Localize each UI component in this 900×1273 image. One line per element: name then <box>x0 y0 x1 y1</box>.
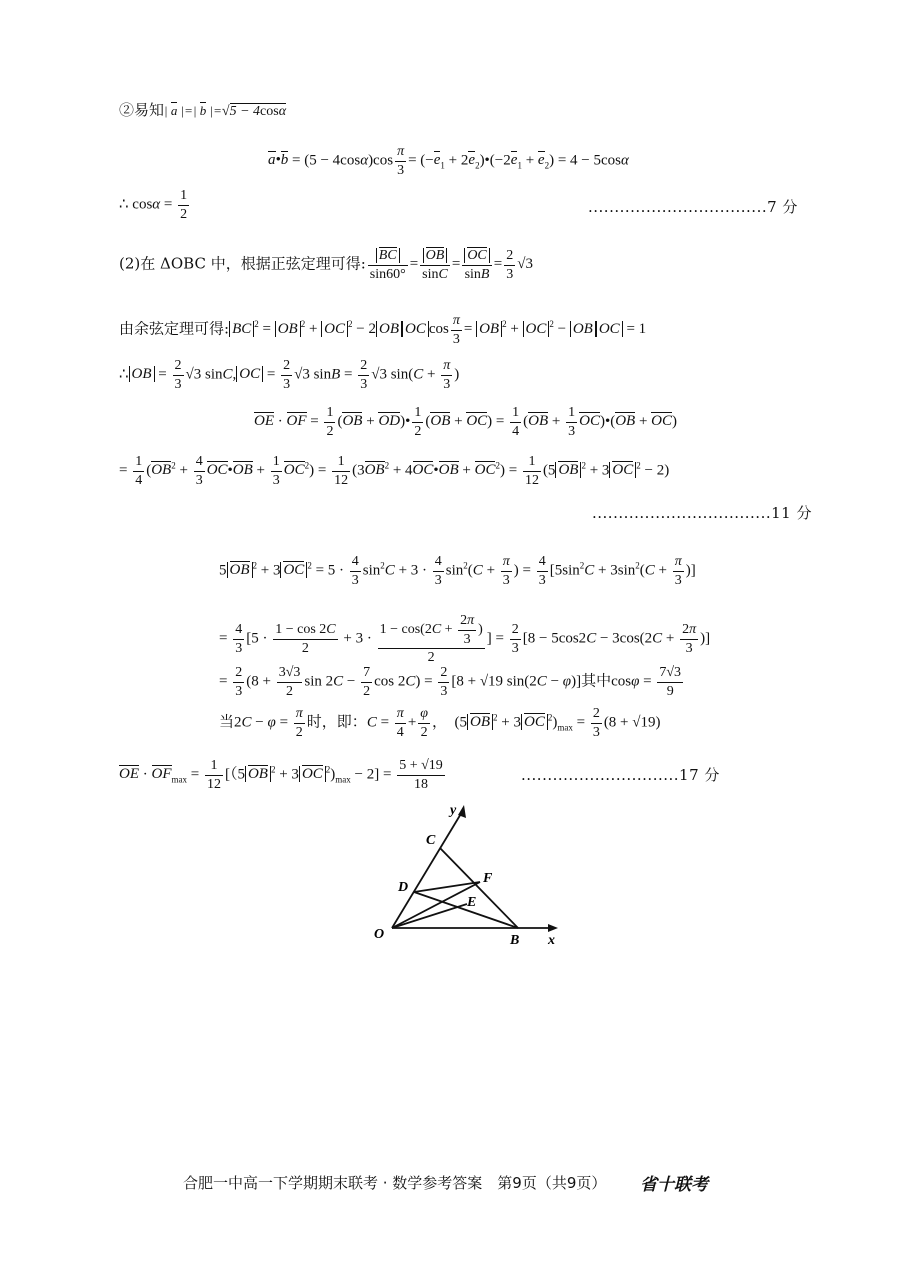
brand-mark: 省十联考 <box>640 1175 708 1195</box>
segment-cb <box>440 848 518 928</box>
line-ob-oc: ∴ OB = $\frac{2}{3}$ √3 sinC, OC = $\frac{2}{3}$ √3 sinB = $\frac{2}{3}$ √3 sin(C + $\frac{\pi}{3}$ ) <box>119 358 460 392</box>
score-11: ..................................11 分 <box>592 504 812 522</box>
line-ab-dot: a•b = (5 − 4cosα)cos $\frac{\pi}{3}$ = ($-e_1$ + $2e_2)•(-2e_1 + e_2) = 4 - 5\cos\alpha$ <box>268 144 629 178</box>
line-cos-alpha: ∴ cosα = $\frac{1}{2}$ <box>119 188 188 222</box>
geometry-figure <box>370 800 570 960</box>
line-oe-of-2: = $\frac{1}{4}$ ($OB^2$ + $\frac{4}{3}$ OC•OB + $\frac{1}{3}$ $OC^2$) = $\frac{1}{12}$ ($3OB^2$ + 4OC•OB + $OC^2$) = $\frac{1}{12}$ (5 OB $^2$ + 3 OC $^2$ − 2) <box>119 454 670 488</box>
segment-db <box>414 892 518 928</box>
line-ab-magnitude: ②易知| a |=| b |=√5 − 4cosα <box>119 101 287 119</box>
x-axis-arrow <box>548 924 558 932</box>
label-e: E <box>467 895 477 910</box>
label-y: y <box>450 803 457 818</box>
label-x: x <box>548 933 555 948</box>
line-cosine-law: 由余弦定理可得: BC $^2$ = OB $^2$ + OC $^2$ − 2 OB OC cos $\frac{\pi}{3}$ = OB $^2$ + OC $^2$ − OB OC = 1 <box>119 313 647 347</box>
line-final: OE · $OF_{max}$ = $\frac{1}{12}$ [（5 OB $^2$ + 3 OC $^2)_{max} - 2$] = $\frac{5 + √19}{18}$ <box>119 758 443 792</box>
label-d: D <box>398 880 409 895</box>
label-o: O <box>374 927 385 942</box>
label-b: B <box>510 933 520 948</box>
line-expr-2: = $\frac{4}{3}$ [5 · $\frac{1 - \cos 2C}{2}$ + 3 · 1 − cos(2C + $\frac{2\pi}{3}$ ) 2 ] = $\frac{2}{3}$ [8 − 5cos2C − 3cos(2C + $\frac{2\pi}{3}$ )] <box>219 613 711 665</box>
line-expr-1: 5 OB $^2$ + 3 OC $^2$ = 5 · $\frac{4}{3}$ $\sin^2C + 3$ · $\frac{4}{3}$ $\sin^2(C$ + $\frac{\pi}{3}$ ) = $\frac{4}{3}$ [$5\sin^2C + 3\sin^2(C$ + $\frac{\pi}{3}$ )] <box>219 554 696 588</box>
score-17: ..............................17 分 <box>521 766 720 784</box>
line-expr-4: 当2C − φ = $\frac{\pi}{2}$ 时，即：C = $\frac{\pi}{4}$ + $\frac{\varphi}{2}$ ， (5 OB $^2$ + 3 OC $^2)_{max}$ = $\frac{2}{3}$ (8 + √19) <box>219 706 661 740</box>
line-expr-3: = $\frac{2}{3}$ (8 + $\frac{3√3}{2}$ sin 2C − $\frac{7}{2}$ cos 2C) = $\frac{2}{3}$ [8 + √19 sin(2C − φ)]其中cosφ = $\frac{7√3}{9}$ <box>219 665 682 699</box>
line-oe-of-1: OE · OF = $\frac{1}{2}$ (OB + OD)• $\frac{1}{2}$ (OB + OC) = $\frac{1}{4}$ (OB + $\frac{1}{3}$ OC)•(OB + OC) <box>254 405 678 439</box>
line-sine-law: (2)在 ΔOBC 中，根据正弦定理可得: $\frac{BC}{\sin 60^\circ}$ = $\frac{OB}{\sin C}$ = $\frac{OC}{\sin B}$ = $\frac{2}{3}$ √3 <box>119 248 533 282</box>
circled-2-prefix: ②易知 <box>119 101 165 119</box>
page-footer: 合肥一中高一下学期期末联考 · 数学参考答案 第9页（共9页） <box>183 1174 607 1192</box>
label-c: C <box>426 833 436 848</box>
label-f: F <box>483 871 493 886</box>
score-7: ..................................7 分 <box>588 198 798 216</box>
